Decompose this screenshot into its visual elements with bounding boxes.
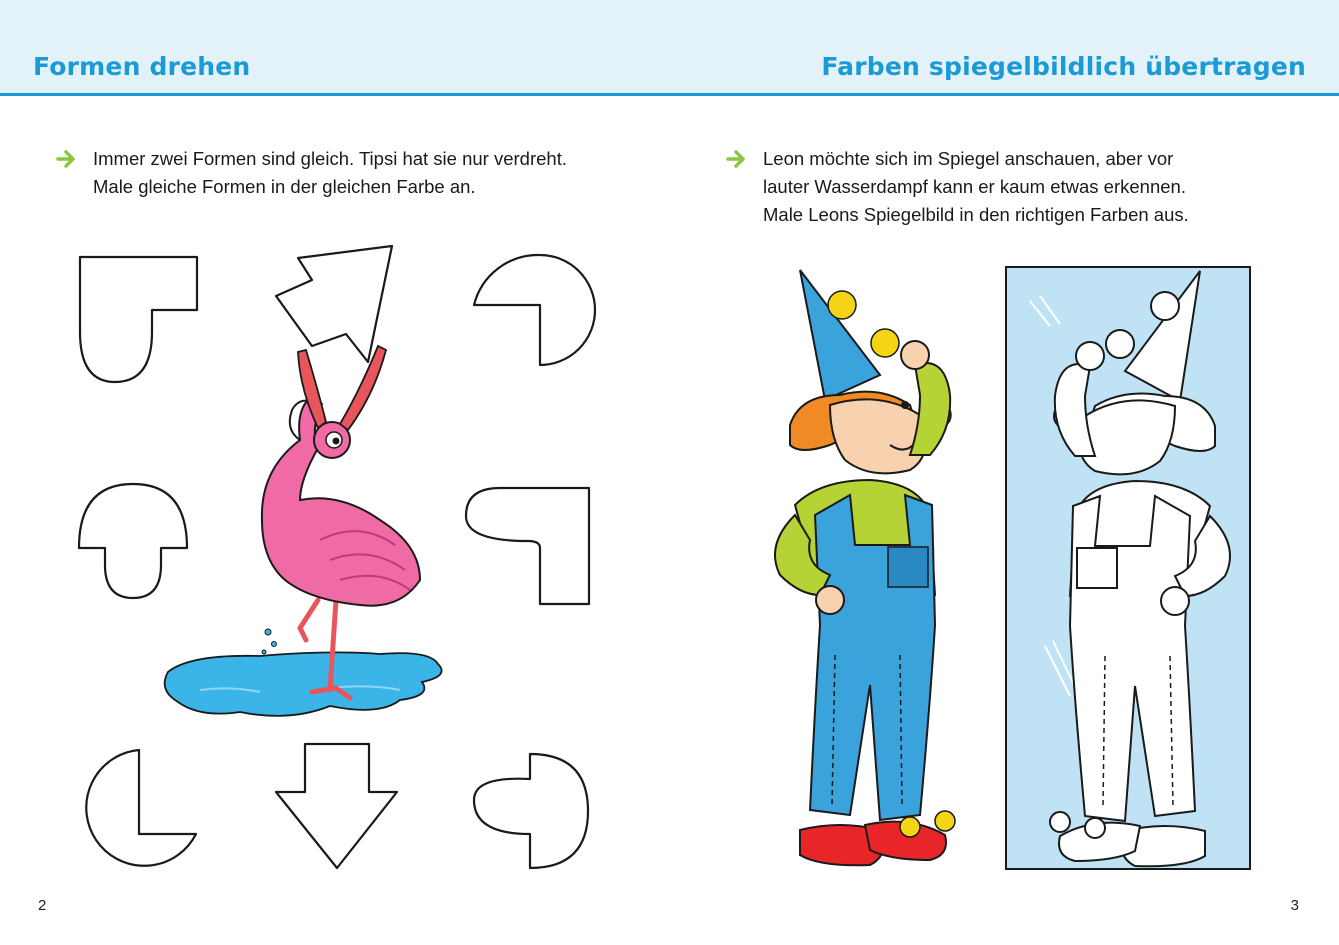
shape-mushroom bbox=[79, 484, 187, 598]
instruction-line: Male Leons Spiegelbild in den richtigen Farben aus. bbox=[763, 204, 1189, 225]
right-page-title: Farben spiegelbildlich übertragen bbox=[821, 52, 1306, 81]
shape-l-rotated bbox=[466, 488, 589, 604]
shape-l bbox=[80, 257, 197, 382]
instruction-line: lauter Wasserdampf kann er kaum etwas erkennen. bbox=[763, 176, 1186, 197]
instruction-line: Male gleiche Formen in der gleichen Farbe an. bbox=[93, 176, 476, 197]
flamingo-illustration bbox=[165, 346, 442, 716]
clown-illustration bbox=[760, 255, 970, 875]
instruction-line: Leon möchte sich im Spiegel anschauen, aber vor bbox=[763, 148, 1174, 169]
mirror-illustration bbox=[1005, 266, 1251, 870]
shape-arrow-down bbox=[276, 744, 397, 868]
right-instruction bbox=[763, 145, 1189, 229]
shape-pacman-left bbox=[86, 750, 196, 866]
shape-semicircle bbox=[474, 754, 588, 868]
left-page-title: Formen drehen bbox=[33, 52, 251, 81]
shape-arrow-up-right bbox=[276, 246, 392, 362]
page-number-left: 2 bbox=[38, 897, 47, 914]
shape-pacman bbox=[474, 255, 595, 365]
instruction-line: Immer zwei Formen sind gleich. Tipsi hat sie nur verdreht. bbox=[93, 148, 567, 169]
arrow-right-icon bbox=[725, 145, 749, 173]
page-number-right: 3 bbox=[1290, 897, 1299, 914]
